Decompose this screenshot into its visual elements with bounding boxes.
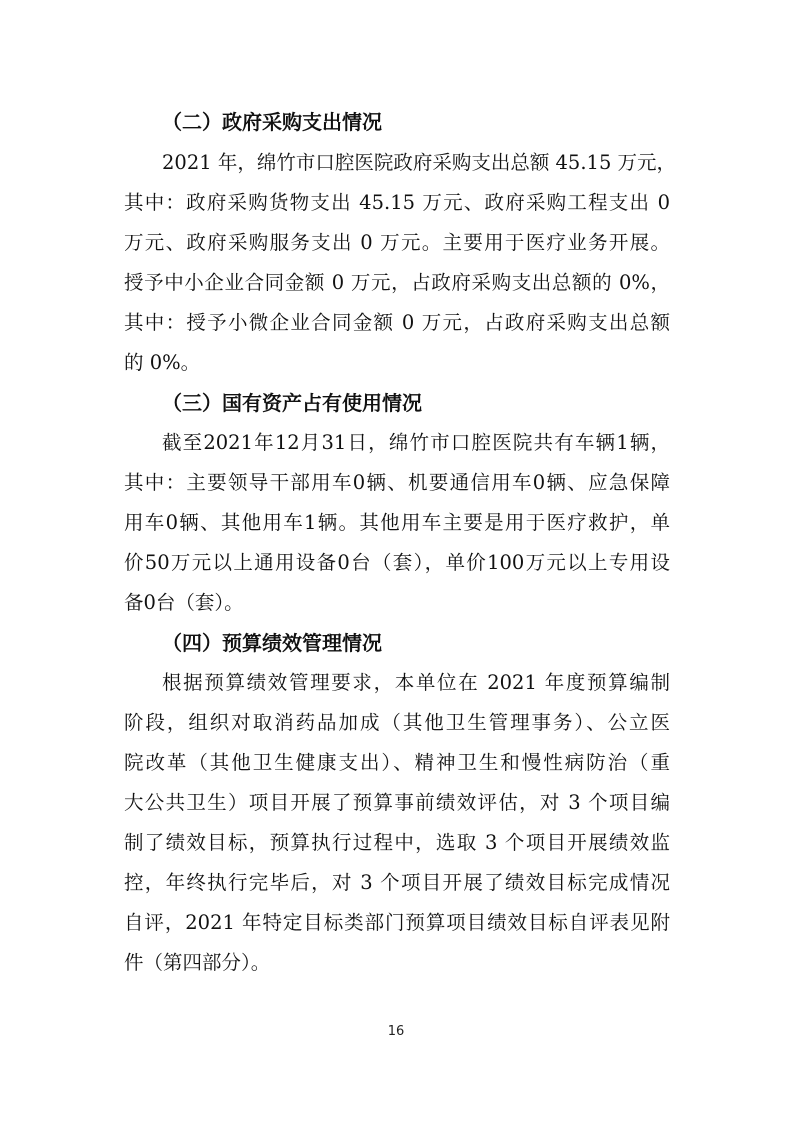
paragraph-line: 2021 年，绵竹市口腔医院政府采购支出总额 45.15 万元， [162, 151, 677, 174]
paragraph-line: 万元、政府采购服务支出 0 万元。主要用于医疗业务开展。 [124, 231, 670, 254]
paragraph-line: 制了绩效目标，预算执行过程中，选取 3 个项目开展绩效监 [124, 831, 670, 854]
paragraph-line: 阶段，组织对取消药品加成（其他卫生管理事务）、公立医 [124, 711, 670, 734]
paragraph-line: 大公共卫生）项目开展了预算事前绩效评估，对 3 个项目编 [124, 791, 670, 814]
paragraph-line: 备0台（套）。 [124, 591, 244, 614]
paragraph-line: 根据预算绩效管理要求，本单位在 2021 年度预算编制 [162, 671, 670, 694]
paragraph-line: 截至2021年12月31日，绵竹市口腔医院共有车辆1辆， [162, 431, 670, 454]
paragraph-line: 的 0%。 [124, 351, 201, 374]
paragraph-line: 其中：授予小微企业合同金额 0 万元，占政府采购支出总额 [124, 311, 670, 334]
section-heading-assets: （三）国有资产占有使用情况 [162, 391, 422, 415]
section-heading-performance: （四）预算绩效管理情况 [162, 631, 382, 655]
paragraph-line: 用车0辆、其他用车1辆。其他用车主要是用于医疗救护，单 [124, 511, 670, 534]
paragraph-line: 其中：政府采购货物支出 45.15 万元、政府采购工程支出 0 [124, 191, 670, 214]
page-number: 16 [387, 1024, 405, 1039]
paragraph-line: 控，年终执行完毕后，对 3 个项目开展了绩效目标完成情况 [124, 871, 670, 894]
paragraph-line: 授予中小企业合同金额 0 万元，占政府采购支出总额的 0%， [124, 271, 670, 294]
paragraph-line: 件（第四部分）。 [124, 951, 271, 974]
section-heading-procurement: （二）政府采购支出情况 [162, 110, 382, 134]
paragraph-line: 其中：主要领导干部用车0辆、机要通信用车0辆、应急保障 [124, 471, 670, 494]
paragraph-line: 自评，2021 年特定目标类部门预算项目绩效目标自评表见附 [124, 911, 670, 934]
paragraph-line: 院改革（其他卫生健康支出）、精神卫生和慢性病防治（重 [124, 751, 670, 774]
paragraph-line: 价50万元以上通用设备0台（套），单价100万元以上专用设 [124, 551, 670, 574]
